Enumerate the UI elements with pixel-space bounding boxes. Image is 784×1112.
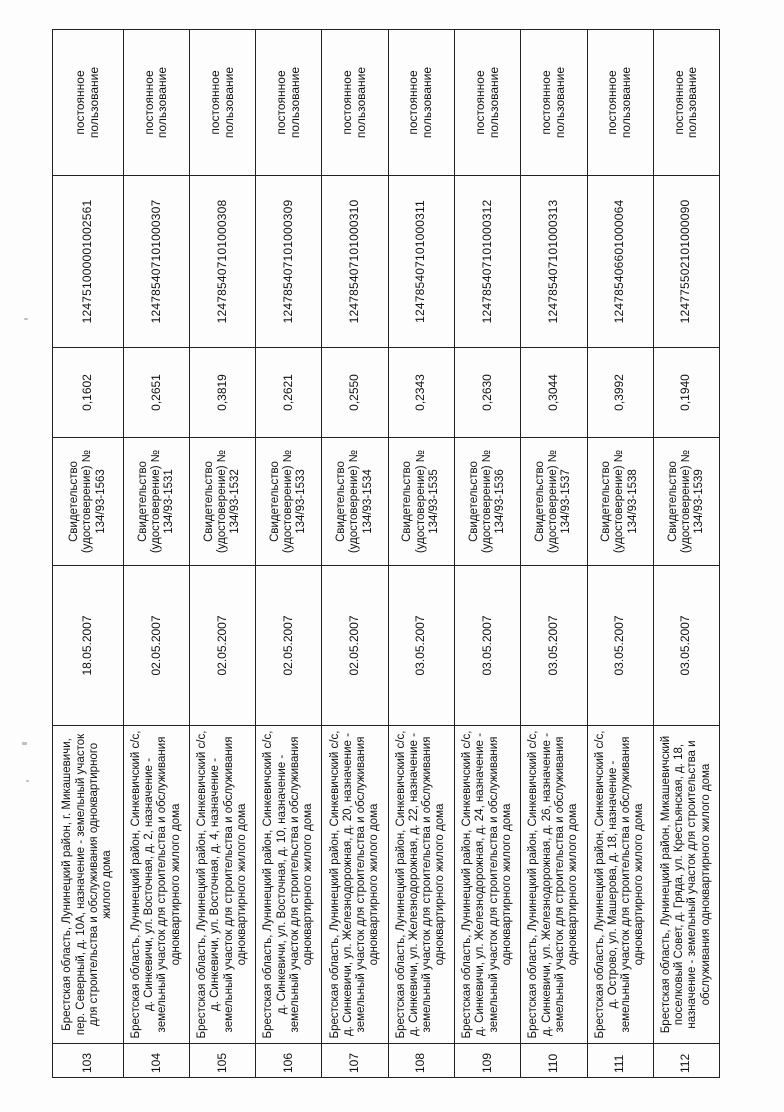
- plot-address: Брестская область, Лунинецкий район, Синкевичский с/с, д. Острово, ул. Машерова, д. 18, назначение - земельный участок для строительства и обслуживания одноквартирного жилого дома: [587, 726, 653, 1044]
- certificate-number: Свидетельство (удостоверение) № 134/93-1538: [587, 438, 653, 566]
- table-row: [388, 30, 454, 1078]
- cadastral-number: 124785407101000312: [454, 176, 520, 348]
- plot-area: 0,2630: [454, 348, 520, 438]
- registration-date: 03.05.2007: [454, 566, 520, 726]
- plot-address: Брестская область, Лунинецкий район, Синкевичский с/с, д. Синкевичи, ул. Железнодорожная, д. 22, назначение - земельный участок для строительства и обслуживания одноквартирного жилого дома: [388, 726, 454, 1044]
- registration-date: 03.05.2007: [653, 566, 719, 726]
- cadastral-number: 124775502101000090: [653, 176, 719, 348]
- cadastral-number: 124785407101000307: [123, 176, 189, 348]
- row-number: 107: [322, 1044, 388, 1078]
- plot-area: 0,1602: [53, 348, 124, 438]
- row-number: 111: [587, 1044, 653, 1078]
- row-number: 109: [454, 1044, 520, 1078]
- cadastral-number: 124785407101000311: [388, 176, 454, 348]
- plot-area: 0,3819: [190, 348, 256, 438]
- plot-address: Брестская область, Лунинецкий район, г. Микашевичи, пер. Северный, д. 10А, назначение - земельный участок для строительства и обслуживания одноквартирного жилого дома: [53, 726, 124, 1044]
- right-type: постоянное пользование: [388, 30, 454, 176]
- registration-date: 18.05.2007: [53, 566, 124, 726]
- certificate-number: Свидетельство (удостоверение) № 134/93-1531: [123, 438, 189, 566]
- table-row: [53, 30, 124, 1078]
- certificate-number: Свидетельство (удостоверение) № 134/93-1563: [53, 438, 124, 566]
- certificate-number: Свидетельство (удостоверение) № 134/93-1537: [521, 438, 587, 566]
- row-number: 104: [123, 1044, 189, 1078]
- right-type: постоянное пользование: [190, 30, 256, 176]
- right-type: постоянное пользование: [587, 30, 653, 176]
- registration-date: 03.05.2007: [388, 566, 454, 726]
- right-type: постоянное пользование: [653, 30, 719, 176]
- table-row: [454, 30, 520, 1078]
- scan-mark: [24, 318, 28, 320]
- certificate-number: Свидетельство (удостоверение) № 134/93-1534: [322, 438, 388, 566]
- plot-address: Брестская область, Лунинецкий район, Синкевичский с/с, д. Синкевичи, ул. Железнодорожная, д. 20, назначение - земельный участок для строительства и обслуживания одноквартирного жилого дома: [322, 726, 388, 1044]
- row-number: 103: [53, 1044, 124, 1078]
- cadastral-number: 124785407101000313: [521, 176, 587, 348]
- plot-address: Брестская область, Лунинецкий район, Синкевичский с/с, д. Синкевичи, ул. Железнодорожная, д. 24, назначение - земельный участок для строительства и обслуживания одноквартирного жилого дома: [454, 726, 520, 1044]
- row-number: 105: [190, 1044, 256, 1078]
- plot-address: Брестская область, Лунинецкий район, Микашевичский поселковый Совет, д. Гряда, ул. Крестьянская, д. 18, назначение - земельный участок для строительства и обслуживания одноквартирного жилого дома: [653, 726, 719, 1044]
- scan-mark: [22, 742, 27, 745]
- plot-area: 0,2651: [123, 348, 189, 438]
- registration-date: 02.05.2007: [256, 566, 322, 726]
- registration-date: 02.05.2007: [190, 566, 256, 726]
- plot-address: Брестская область, Лунинецкий район, Синкевичский с/с, д. Синкевичи, ул. Железнодорожная, д. 26, назначение - земельный участок для строительства и обслуживания одноквартирного жилого дома: [521, 726, 587, 1044]
- row-number: 108: [388, 1044, 454, 1078]
- row-number: 110: [521, 1044, 587, 1078]
- plot-area: 0,1940: [653, 348, 719, 438]
- table-row: [123, 30, 189, 1078]
- right-type: постоянное пользование: [256, 30, 322, 176]
- table-row: [190, 30, 256, 1078]
- table-row: [653, 30, 719, 1078]
- row-number: 112: [653, 1044, 719, 1078]
- right-type: постоянное пользование: [123, 30, 189, 176]
- cadastral-number: 124751000001002561: [53, 176, 124, 348]
- plot-address: Брестская область, Лунинецкий район, Синкевичский с/с, д. Синкевичи, ул. Восточная, д. 10, назначение - земельный участок для строительства и обслуживания одноквартирного жилого дома: [256, 726, 322, 1044]
- scan-mark: [26, 780, 29, 782]
- table-row: [521, 30, 587, 1078]
- cadastral-number: 124785406601000064: [587, 176, 653, 348]
- plot-area: 0,2621: [256, 348, 322, 438]
- cadastral-number: 124785407101000310: [322, 176, 388, 348]
- registration-date: 03.05.2007: [587, 566, 653, 726]
- certificate-number: Свидетельство (удостоверение) № 134/93-1536: [454, 438, 520, 566]
- registration-date: 02.05.2007: [123, 566, 189, 726]
- land-plot-registry-table: [52, 29, 720, 1078]
- certificate-number: Свидетельство (удостоверение) № 134/93-1535: [388, 438, 454, 566]
- right-type: постоянное пользование: [322, 30, 388, 176]
- registration-date: 03.05.2007: [521, 566, 587, 726]
- cadastral-number: 124785407101000308: [190, 176, 256, 348]
- table-row: [322, 30, 388, 1078]
- plot-area: 0,2550: [322, 348, 388, 438]
- registration-date: 02.05.2007: [322, 566, 388, 726]
- plot-area: 0,3992: [587, 348, 653, 438]
- plot-address: Брестская область, Лунинецкий район, Синкевичский с/с, д. Синкевичи, ул. Восточная, д. 2, назначение - земельный участок для строительства и обслуживания одноквартирного жилого дома: [123, 726, 189, 1044]
- table-row: [587, 30, 653, 1078]
- plot-address: Брестская область, Лунинецкий район, Синкевичский с/с, д. Синкевичи, ул. Восточная, д. 4, назначение - земельный участок для строительства и обслуживания одноквартирного жилого дома: [190, 726, 256, 1044]
- certificate-number: Свидетельство (удостоверение) № 134/93-1533: [256, 438, 322, 566]
- plot-area: 0,2343: [388, 348, 454, 438]
- cadastral-number: 124785407101000309: [256, 176, 322, 348]
- certificate-number: Свидетельство (удостоверение) № 134/93-1532: [190, 438, 256, 566]
- right-type: постоянное пользование: [521, 30, 587, 176]
- right-type: постоянное пользование: [454, 30, 520, 176]
- table-row: [256, 30, 322, 1078]
- rotated-table-wrapper: [52, 30, 720, 1078]
- right-type: постоянное пользование: [53, 30, 124, 176]
- row-number: 106: [256, 1044, 322, 1078]
- plot-area: 0,3044: [521, 348, 587, 438]
- certificate-number: Свидетельство (удостоверение) № 134/93-1539: [653, 438, 719, 566]
